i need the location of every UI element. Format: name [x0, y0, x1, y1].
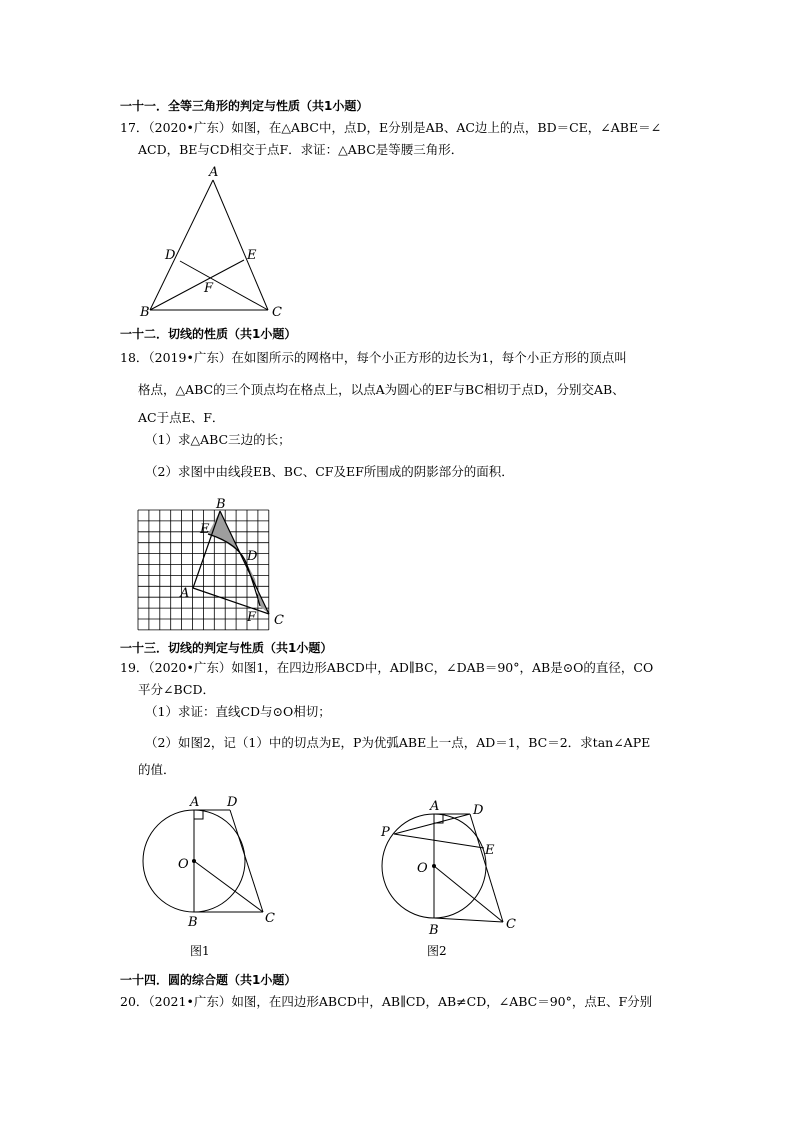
q19-text-line1: 19．（2020•广东）如图1，在四边形ABCD中，AD∥BC，∠DAB＝90°，AB是⊙O的直径，CO: [120, 660, 654, 675]
q17-label-e: E: [247, 248, 257, 263]
q17-label-a: A: [209, 165, 219, 180]
q17-label-f: F: [204, 281, 214, 296]
q17-label-c: C: [272, 305, 282, 320]
q19-figure-1: [130, 790, 300, 970]
q18-part1: （1）求△ABC三边的长；: [145, 432, 291, 447]
q19-part2b: 的值．: [138, 762, 176, 777]
q20-text-line1: 20．（2021•广东）如图，在四边形ABCD中，AB∥CD，AB≠CD，∠ABC＝90°，点E、F分别: [120, 994, 653, 1009]
fig2-label-d: D: [473, 803, 484, 818]
q18-text-line1: 18．（2019•广东）在如图所示的网格中，每个小正方形的边长为1，每个小正方形的顶点叫: [120, 350, 627, 365]
section-heading-13: 一十三．切线的判定与性质（共1小题）: [120, 641, 333, 655]
fig2-caption: 图2: [427, 944, 447, 958]
q18-label-b: B: [216, 497, 226, 512]
fig1-label-a: A: [190, 795, 200, 810]
section-heading-14: 一十四．圆的综合题（共1小题）: [120, 973, 297, 987]
q17-label-d: D: [165, 248, 176, 263]
fig2-label-a: A: [430, 799, 440, 814]
q17-label-b: B: [140, 305, 150, 320]
q19-text-line2: 平分∠BCD．: [138, 682, 215, 697]
fig2-label-c: C: [506, 917, 516, 932]
fig1-label-d: D: [227, 795, 238, 810]
q18-text-line2: 格点，△ABC的三个顶点均在格点上，以点A为圆心的EF与BC相切于点D，分别交AB、: [138, 382, 625, 397]
q18-part2: （2）求图中由线段EB、BC、CF及EF所围成的阴影部分的面积．: [145, 464, 514, 479]
q19-part2: （2）如图2，记（1）中的切点为E，P为优弧ABE上一点，AD＝1，BC＝2．求tan∠APE: [145, 735, 651, 750]
q17-text-line2: ACD，BE与CD相交于点F．求证：△ABC是等腰三角形．: [138, 142, 464, 157]
fig1-label-b: B: [188, 915, 198, 930]
fig1-caption: 图1: [190, 944, 210, 958]
section-heading-12: 一十二．切线的性质（共1小题）: [120, 327, 297, 341]
q18-label-f: F: [247, 610, 257, 625]
fig2-label-p: P: [381, 825, 390, 840]
q19-figure-2: [370, 790, 540, 970]
q18-text-line3: AC于点E、F．: [138, 410, 225, 425]
q18-label-a: A: [180, 586, 190, 601]
q18-label-c: C: [274, 613, 284, 628]
q18-label-d: D: [247, 549, 258, 564]
q18-label-e: E: [200, 522, 210, 537]
fig2-label-o: O: [417, 861, 428, 876]
fig1-label-c: C: [265, 911, 275, 926]
fig1-label-o: O: [178, 857, 189, 872]
q17-text-line1: 17．（2020•广东）如图，在△ABC中，点D，E分别是AB、AC边上的点，BD＝CE，∠ABE＝∠: [120, 120, 662, 135]
section-heading-11: 一十一．全等三角形的判定与性质（共1小题）: [120, 99, 369, 113]
fig2-label-e: E: [485, 843, 495, 858]
q19-part1: （1）求证：直线CD与⊙O相切；: [145, 704, 331, 719]
fig2-label-b: B: [429, 923, 439, 938]
